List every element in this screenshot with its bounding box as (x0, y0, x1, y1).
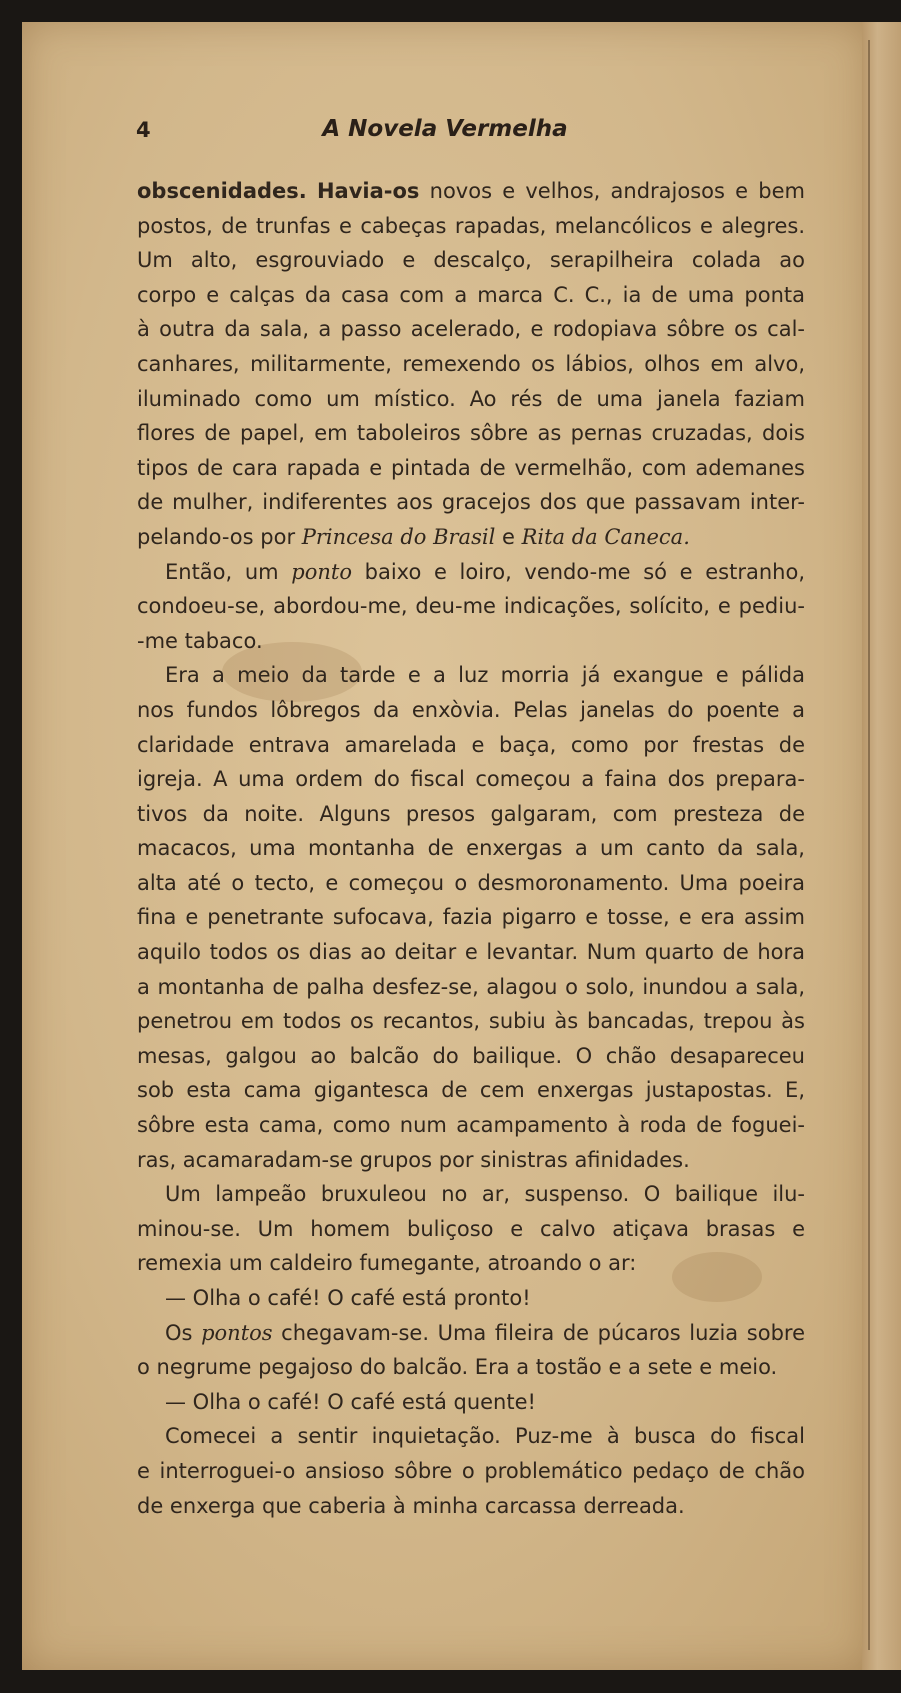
book-page (22, 22, 868, 1670)
text-segment: sôbre esta cama, como num acampamento à roda de foguei- (137, 1113, 805, 1138)
italic-text: Rita da Caneca. (521, 524, 690, 549)
running-head (22, 114, 868, 154)
text-line (137, 1385, 805, 1420)
text-line (137, 935, 805, 970)
text-line (137, 693, 805, 728)
running-title: A Novela Vermelha (322, 116, 568, 142)
text-line (137, 1350, 805, 1385)
page-gutter-line (868, 40, 870, 1650)
text-segment: aquilo todos os dias ao deitar e levantar. Num quarto de hora (137, 940, 805, 965)
text-segment: a montanha de palha desfez-se, alagou o solo, inundou a sala, (137, 974, 805, 999)
text-line (137, 555, 805, 590)
text-segment: minou-se. Um homem buliçoso e calvo atiçava brasas e (137, 1216, 805, 1241)
text-segment: — Olha o café! O café está quente! (165, 1389, 536, 1414)
text-segment: pelando-os por (137, 524, 302, 549)
text-segment: e interroguei-o ansioso sôbre o problemático pedaço de chão (137, 1458, 805, 1483)
text-segment: de mulher, indiferentes aos gracejos dos que passavam inter- (137, 490, 805, 515)
text-line (137, 278, 805, 313)
text-line (137, 416, 805, 451)
text-segment: igreja. A uma ordem do fiscal começou a faina dos prepara- (137, 767, 805, 792)
text-segment: Um lampeão bruxuleou no ar, suspenso. O bailique ilu- (165, 1182, 805, 1207)
text-line (137, 1177, 805, 1212)
text-segment: à outra da sala, a passo acelerado, e rodopiava sôbre os cal- (137, 317, 805, 342)
text-line (137, 1212, 805, 1247)
text-segment: flores de papel, em taboleiros sôbre as pernas cruzadas, dois (137, 421, 805, 446)
text-line (137, 451, 805, 486)
text-line (137, 1246, 805, 1281)
text-segment: fina e penetrante sufocava, fazia pigarro e tosse, e era assim (137, 905, 805, 930)
text-line (137, 1039, 805, 1074)
text-line (137, 1454, 805, 1489)
text-segment: Comecei a sentir inquietação. Puz-me à busca do fiscal (165, 1424, 805, 1449)
italic-text: pontos (201, 1320, 273, 1345)
text-segment: nos fundos lôbregos da enxòvia. Pelas janelas do poente a (137, 697, 805, 722)
text-line (137, 970, 805, 1005)
text-line (137, 1108, 805, 1143)
text-segment: de enxerga que caberia à minha carcassa derreada. (137, 1493, 685, 1518)
text-segment: chegavam-se. Uma fileira de púcaros luzia sobre (272, 1320, 805, 1345)
text-line (137, 1004, 805, 1039)
bold-text: obscenidades. (137, 179, 307, 203)
text-segment: iluminado como um místico. Ao rés de uma janela faziam (137, 386, 805, 411)
text-line (137, 1316, 805, 1351)
text-segment: tivos da noite. Alguns presos galgaram, com presteza de (137, 801, 805, 826)
body-text (137, 174, 805, 1523)
text-segment: remexia um caldeiro fumegante, atroando o ar: (137, 1251, 637, 1276)
text-line (137, 589, 805, 624)
text-line (137, 1073, 805, 1108)
text-line (137, 1281, 805, 1316)
text-line (137, 243, 805, 278)
text-line (137, 1489, 805, 1524)
text-segment: sob esta cama gigantesca de cem enxergas justapostas. E, (137, 1078, 805, 1103)
italic-text: ponto (291, 559, 352, 584)
text-line (137, 728, 805, 763)
text-segment: alta até o tecto, e começou o desmoronamento. Uma poeira (137, 870, 805, 895)
page-number: 4 (136, 118, 151, 142)
text-line (137, 347, 805, 382)
text-segment: Os (165, 1320, 202, 1345)
text-line (137, 1419, 805, 1454)
italic-text: Princesa do Brasil (301, 524, 496, 549)
text-segment: Era a meio da tarde e a luz morria já exangue e pálida (165, 663, 805, 688)
text-segment: Um alto, esgrouviado e descalço, serapilheira colada ao (137, 248, 805, 273)
text-line (137, 209, 805, 244)
text-segment: corpo e calças da casa com a marca C. C., ia de uma ponta (137, 282, 805, 307)
text-line (137, 831, 805, 866)
text-segment: o negrume pegajoso do balcão. Era a tostão e a sete e meio. (137, 1355, 778, 1380)
text-segment: -me tabaco. (137, 628, 263, 653)
text-line (137, 382, 805, 417)
text-segment: tipos de cara rapada e pintada de vermelhão, com ademanes (137, 455, 805, 480)
text-line (137, 624, 805, 659)
text-segment: baixo e loiro, vendo-me só e estranho, (351, 559, 805, 584)
text-segment: penetrou em todos os recantos, subiu às bancadas, trepou às (137, 1009, 805, 1034)
text-segment: claridade entrava amarelada e baça, como por frestas de (137, 732, 805, 757)
bold-text: Havia-os (316, 179, 420, 203)
text-segment: novos e velhos, andrajosos e bem (419, 179, 805, 203)
text-segment: canhares, militarmente, remexendo os lábios, olhos em alvo, (137, 351, 805, 376)
text-line (137, 485, 805, 520)
text-line (137, 174, 805, 209)
text-line (137, 797, 805, 832)
text-line (137, 312, 805, 347)
text-segment: Então, um (165, 559, 292, 584)
text-segment: condoeu-se, abordou-me, deu-me indicações, solícito, e pediu- (137, 594, 805, 619)
text-line (137, 520, 805, 555)
text-segment: ras, acamaradam-se grupos por sinistras afinidades. (137, 1147, 690, 1172)
text-segment: — Olha o café! O café está pronto! (165, 1286, 531, 1310)
text-segment: e (495, 524, 522, 549)
text-line (137, 866, 805, 901)
text-segment (307, 179, 317, 203)
text-line (137, 762, 805, 797)
text-segment: macacos, uma montanha de enxergas a um canto da sala, (137, 836, 805, 861)
text-line (137, 900, 805, 935)
text-segment: postos, de trunfas e cabeças rapadas, melancólicos e alegres. (137, 213, 805, 238)
text-line (137, 658, 805, 693)
text-segment: mesas, galgou ao balcão do bailique. O chão desapareceu (137, 1043, 805, 1068)
text-line (137, 1143, 805, 1178)
